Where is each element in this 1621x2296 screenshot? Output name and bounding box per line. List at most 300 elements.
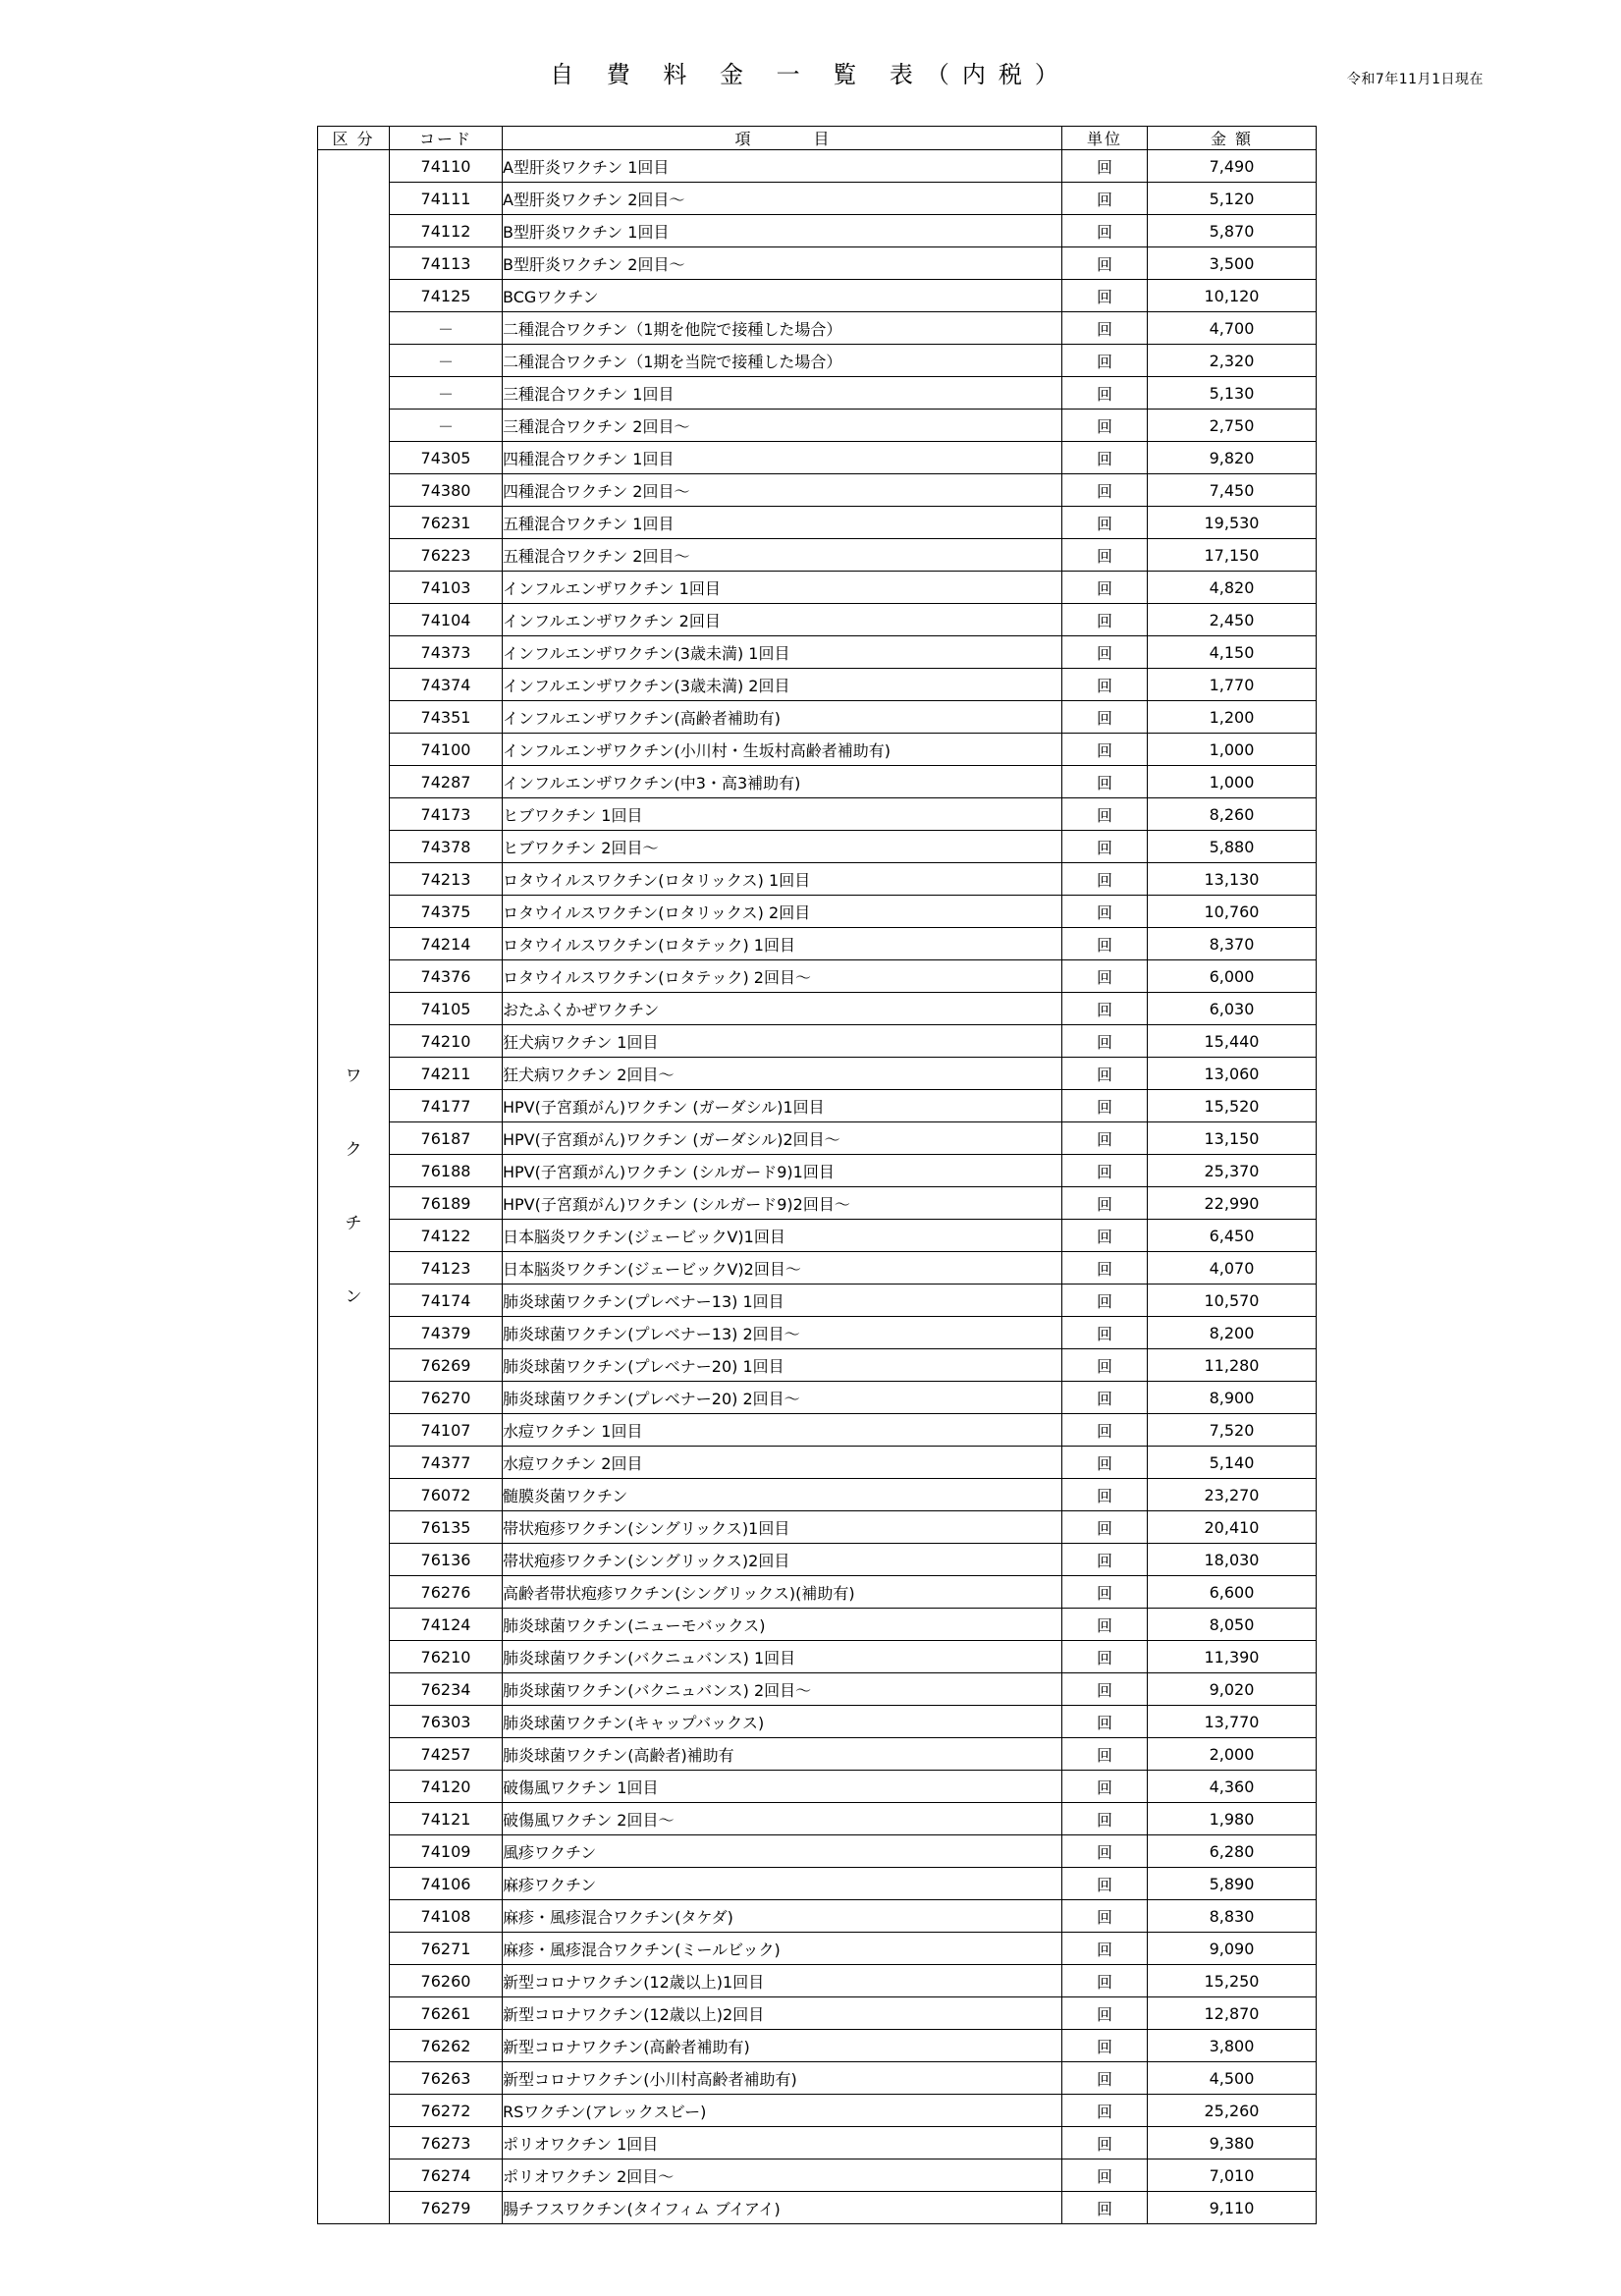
item-name-cell: A型肝炎ワクチン 2回目～ bbox=[503, 183, 1062, 215]
table-row bbox=[318, 1576, 1317, 1609]
item-name-cell: 肺炎球菌ワクチン(高齢者)補助有 bbox=[503, 1738, 1062, 1771]
table-row bbox=[318, 1933, 1317, 1965]
amount-cell: 25,260 bbox=[1148, 2095, 1317, 2127]
item-name-cell: 水痘ワクチン 2回目 bbox=[503, 1447, 1062, 1479]
code-cell: 76135 bbox=[390, 1511, 503, 1544]
item-name-cell: おたふくかぜワクチン bbox=[503, 993, 1062, 1025]
unit-cell: 回 bbox=[1062, 183, 1148, 215]
item-name-cell: 三種混合ワクチン 2回目～ bbox=[503, 410, 1062, 442]
code-cell: 74210 bbox=[390, 1025, 503, 1058]
table-row bbox=[318, 507, 1317, 539]
table-row bbox=[318, 1479, 1317, 1511]
code-cell: 74377 bbox=[390, 1447, 503, 1479]
table-row bbox=[318, 993, 1317, 1025]
unit-cell: 回 bbox=[1062, 474, 1148, 507]
table-row bbox=[318, 1090, 1317, 1122]
table-row bbox=[318, 377, 1317, 410]
unit-cell: 回 bbox=[1062, 2030, 1148, 2062]
table-row bbox=[318, 183, 1317, 215]
amount-cell: 4,820 bbox=[1148, 572, 1317, 604]
code-cell: 74375 bbox=[390, 896, 503, 928]
code-cell: 76303 bbox=[390, 1706, 503, 1738]
amount-cell: 2,000 bbox=[1148, 1738, 1317, 1771]
table-row bbox=[318, 539, 1317, 572]
code-cell: 76234 bbox=[390, 1673, 503, 1706]
table-row bbox=[318, 669, 1317, 701]
item-name-cell: 肺炎球菌ワクチン(キャップバックス) bbox=[503, 1706, 1062, 1738]
amount-cell: 4,700 bbox=[1148, 312, 1317, 345]
code-cell: － bbox=[390, 410, 503, 442]
amount-cell: 13,770 bbox=[1148, 1706, 1317, 1738]
amount-cell: 10,760 bbox=[1148, 896, 1317, 928]
unit-cell: 回 bbox=[1062, 993, 1148, 1025]
item-name-cell: 日本脳炎ワクチン(ジェービックV)2回目～ bbox=[503, 1252, 1062, 1285]
table-header-row bbox=[318, 127, 1317, 150]
amount-cell: 18,030 bbox=[1148, 1544, 1317, 1576]
table-row bbox=[318, 1673, 1317, 1706]
unit-cell: 回 bbox=[1062, 798, 1148, 831]
amount-cell: 8,200 bbox=[1148, 1317, 1317, 1349]
table-row bbox=[318, 1706, 1317, 1738]
table-row bbox=[318, 798, 1317, 831]
amount-cell: 6,000 bbox=[1148, 960, 1317, 993]
unit-cell: 回 bbox=[1062, 734, 1148, 766]
item-name-cell: ロタウイルスワクチン(ロタテック) 1回目 bbox=[503, 928, 1062, 960]
table-row bbox=[318, 1220, 1317, 1252]
amount-cell: 1,200 bbox=[1148, 701, 1317, 734]
unit-cell: 回 bbox=[1062, 1997, 1148, 2030]
unit-cell: 回 bbox=[1062, 539, 1148, 572]
unit-cell: 回 bbox=[1062, 1349, 1148, 1382]
amount-cell: 19,530 bbox=[1148, 507, 1317, 539]
code-cell: 76223 bbox=[390, 539, 503, 572]
item-name-cell: B型肝炎ワクチン 2回目～ bbox=[503, 247, 1062, 280]
code-cell: 76262 bbox=[390, 2030, 503, 2062]
code-cell: 76189 bbox=[390, 1187, 503, 1220]
code-cell: 76263 bbox=[390, 2062, 503, 2095]
unit-cell: 回 bbox=[1062, 1414, 1148, 1447]
code-cell: 74174 bbox=[390, 1285, 503, 1317]
unit-cell: 回 bbox=[1062, 928, 1148, 960]
unit-cell: 回 bbox=[1062, 2159, 1148, 2192]
amount-cell: 4,070 bbox=[1148, 1252, 1317, 1285]
item-name-cell: 肺炎球菌ワクチン(プレベナー13) 1回目 bbox=[503, 1285, 1062, 1317]
amount-cell: 1,000 bbox=[1148, 734, 1317, 766]
item-name-cell: 新型コロナワクチン(12歳以上)1回目 bbox=[503, 1965, 1062, 1997]
code-cell: － bbox=[390, 377, 503, 410]
table-row bbox=[318, 247, 1317, 280]
table-row bbox=[318, 1187, 1317, 1220]
code-cell: 76187 bbox=[390, 1122, 503, 1155]
unit-cell: 回 bbox=[1062, 345, 1148, 377]
item-name-cell: ヒブワクチン 2回目～ bbox=[503, 831, 1062, 863]
amount-cell: 1,000 bbox=[1148, 766, 1317, 798]
unit-cell: 回 bbox=[1062, 1090, 1148, 1122]
unit-cell: 回 bbox=[1062, 1447, 1148, 1479]
unit-cell: 回 bbox=[1062, 1868, 1148, 1900]
unit-cell: 回 bbox=[1062, 636, 1148, 669]
table-row bbox=[318, 831, 1317, 863]
table-row bbox=[318, 1252, 1317, 1285]
amount-cell: 6,030 bbox=[1148, 993, 1317, 1025]
code-cell: 74287 bbox=[390, 766, 503, 798]
table-row bbox=[318, 1900, 1317, 1933]
amount-cell: 10,120 bbox=[1148, 280, 1317, 312]
item-name-cell: ポリオワクチン 1回目 bbox=[503, 2127, 1062, 2159]
item-name-cell: HPV(子宮頚がん)ワクチン (シルガード9)1回目 bbox=[503, 1155, 1062, 1187]
amount-cell: 2,320 bbox=[1148, 345, 1317, 377]
unit-cell: 回 bbox=[1062, 1544, 1148, 1576]
amount-cell: 20,410 bbox=[1148, 1511, 1317, 1544]
table-row bbox=[318, 1349, 1317, 1382]
amount-cell: 1,770 bbox=[1148, 669, 1317, 701]
code-cell: 76260 bbox=[390, 1965, 503, 1997]
amount-cell: 22,990 bbox=[1148, 1187, 1317, 1220]
code-cell: 74107 bbox=[390, 1414, 503, 1447]
item-name-cell: インフルエンザワクチン(小川村・生坂村高齢者補助有) bbox=[503, 734, 1062, 766]
code-cell: 76269 bbox=[390, 1349, 503, 1382]
table-row bbox=[318, 1641, 1317, 1673]
table-row bbox=[318, 636, 1317, 669]
item-name-cell: 狂犬病ワクチン 2回目～ bbox=[503, 1058, 1062, 1090]
code-cell: 74177 bbox=[390, 1090, 503, 1122]
category-char: チ bbox=[345, 1213, 362, 1233]
item-name-cell: ロタウイルスワクチン(ロタテック) 2回目～ bbox=[503, 960, 1062, 993]
unit-cell: 回 bbox=[1062, 2062, 1148, 2095]
unit-cell: 回 bbox=[1062, 1025, 1148, 1058]
code-cell: 76072 bbox=[390, 1479, 503, 1511]
amount-cell: 3,800 bbox=[1148, 2030, 1317, 2062]
table-row bbox=[318, 2127, 1317, 2159]
amount-cell: 7,490 bbox=[1148, 150, 1317, 183]
table-row bbox=[318, 1155, 1317, 1187]
item-name-cell: インフルエンザワクチン 2回目 bbox=[503, 604, 1062, 636]
page-title: 自 費 料 金 一 覧 表（内税） bbox=[550, 61, 1071, 88]
unit-cell: 回 bbox=[1062, 896, 1148, 928]
amount-cell: 8,050 bbox=[1148, 1609, 1317, 1641]
table-row bbox=[318, 2159, 1317, 2192]
item-name-cell: 新型コロナワクチン(高齢者補助有) bbox=[503, 2030, 1062, 2062]
amount-cell: 2,750 bbox=[1148, 410, 1317, 442]
amount-cell: 5,890 bbox=[1148, 1868, 1317, 1900]
amount-cell: 11,280 bbox=[1148, 1349, 1317, 1382]
header-unit: 単位 bbox=[1062, 127, 1148, 150]
code-cell: 76271 bbox=[390, 1933, 503, 1965]
amount-cell: 15,250 bbox=[1148, 1965, 1317, 1997]
code-cell: 74374 bbox=[390, 669, 503, 701]
unit-cell: 回 bbox=[1062, 1382, 1148, 1414]
item-name-cell: 肺炎球菌ワクチン(プレベナー20) 2回目～ bbox=[503, 1382, 1062, 1414]
item-name-cell: 水痘ワクチン 1回目 bbox=[503, 1414, 1062, 1447]
table-row bbox=[318, 1609, 1317, 1641]
table-row bbox=[318, 896, 1317, 928]
item-name-cell: A型肝炎ワクチン 1回目 bbox=[503, 150, 1062, 183]
table-row bbox=[318, 1025, 1317, 1058]
code-cell: 76279 bbox=[390, 2192, 503, 2224]
code-cell: 74105 bbox=[390, 993, 503, 1025]
unit-cell: 回 bbox=[1062, 442, 1148, 474]
code-cell: 74173 bbox=[390, 798, 503, 831]
table-row bbox=[318, 442, 1317, 474]
table-row bbox=[318, 572, 1317, 604]
item-name-cell: 日本脳炎ワクチン(ジェービックV)1回目 bbox=[503, 1220, 1062, 1252]
code-cell: 74113 bbox=[390, 247, 503, 280]
item-name-cell: 二種混合ワクチン（1期を他院で接種した場合） bbox=[503, 312, 1062, 345]
code-cell: 74111 bbox=[390, 183, 503, 215]
category-char: ワ bbox=[345, 1066, 362, 1086]
item-name-cell: インフルエンザワクチン(3歳未満) 2回目 bbox=[503, 669, 1062, 701]
code-cell: 76270 bbox=[390, 1382, 503, 1414]
amount-cell: 7,450 bbox=[1148, 474, 1317, 507]
code-cell: 76274 bbox=[390, 2159, 503, 2192]
as-of-date: 令和7年11月1日現在 bbox=[1346, 72, 1484, 87]
unit-cell: 回 bbox=[1062, 280, 1148, 312]
table-row bbox=[318, 1382, 1317, 1414]
code-cell: 74110 bbox=[390, 150, 503, 183]
item-name-cell: 風疹ワクチン bbox=[503, 1835, 1062, 1868]
unit-cell: 回 bbox=[1062, 1122, 1148, 1155]
category-char: ク bbox=[345, 1139, 362, 1160]
amount-cell: 9,380 bbox=[1148, 2127, 1317, 2159]
unit-cell: 回 bbox=[1062, 247, 1148, 280]
amount-cell: 8,370 bbox=[1148, 928, 1317, 960]
table-row bbox=[318, 734, 1317, 766]
amount-cell: 25,370 bbox=[1148, 1155, 1317, 1187]
amount-cell: 4,360 bbox=[1148, 1771, 1317, 1803]
amount-cell: 1,980 bbox=[1148, 1803, 1317, 1835]
code-cell: 76231 bbox=[390, 507, 503, 539]
header-amount: 金 額 bbox=[1148, 127, 1317, 150]
item-name-cell: ロタウイルスワクチン(ロタリックス) 2回目 bbox=[503, 896, 1062, 928]
item-name-cell: ヒブワクチン 1回目 bbox=[503, 798, 1062, 831]
amount-cell: 8,900 bbox=[1148, 1382, 1317, 1414]
amount-cell: 2,450 bbox=[1148, 604, 1317, 636]
table-row bbox=[318, 1414, 1317, 1447]
header-item: 項 目 bbox=[503, 127, 1062, 150]
item-name-cell: HPV(子宮頚がん)ワクチン (ガーダシル)1回目 bbox=[503, 1090, 1062, 1122]
item-name-cell: 腸チフスワクチン(タイフィム ブイアイ) bbox=[503, 2192, 1062, 2224]
code-cell: 74373 bbox=[390, 636, 503, 669]
amount-cell: 6,600 bbox=[1148, 1576, 1317, 1609]
amount-cell: 6,450 bbox=[1148, 1220, 1317, 1252]
amount-cell: 9,110 bbox=[1148, 2192, 1317, 2224]
unit-cell: 回 bbox=[1062, 1738, 1148, 1771]
header-category: 区 分 bbox=[318, 127, 390, 150]
item-name-cell: インフルエンザワクチン 1回目 bbox=[503, 572, 1062, 604]
code-cell: 74125 bbox=[390, 280, 503, 312]
code-cell: 74124 bbox=[390, 1609, 503, 1641]
unit-cell: 回 bbox=[1062, 572, 1148, 604]
unit-cell: 回 bbox=[1062, 1673, 1148, 1706]
item-name-cell: RSワクチン(アレックスビー) bbox=[503, 2095, 1062, 2127]
code-cell: － bbox=[390, 312, 503, 345]
category-char: ン bbox=[345, 1286, 362, 1307]
item-name-cell: 肺炎球菌ワクチン(プレベナー13) 2回目～ bbox=[503, 1317, 1062, 1349]
code-cell: 76210 bbox=[390, 1641, 503, 1673]
amount-cell: 15,440 bbox=[1148, 1025, 1317, 1058]
item-name-cell: インフルエンザワクチン(3歳未満) 1回目 bbox=[503, 636, 1062, 669]
unit-cell: 回 bbox=[1062, 507, 1148, 539]
unit-cell: 回 bbox=[1062, 1220, 1148, 1252]
code-cell: 74121 bbox=[390, 1803, 503, 1835]
code-cell: 74100 bbox=[390, 734, 503, 766]
item-name-cell: 髄膜炎菌ワクチン bbox=[503, 1479, 1062, 1511]
item-name-cell: 肺炎球菌ワクチン(バクニュバンス) 1回目 bbox=[503, 1641, 1062, 1673]
code-cell: 74378 bbox=[390, 831, 503, 863]
table-row bbox=[318, 1285, 1317, 1317]
unit-cell: 回 bbox=[1062, 1479, 1148, 1511]
code-cell: 74109 bbox=[390, 1835, 503, 1868]
item-name-cell: 四種混合ワクチン 1回目 bbox=[503, 442, 1062, 474]
table-row bbox=[318, 1544, 1317, 1576]
table-row bbox=[318, 766, 1317, 798]
code-cell: 74108 bbox=[390, 1900, 503, 1933]
table-row bbox=[318, 928, 1317, 960]
item-name-cell: インフルエンザワクチン(高齢者補助有) bbox=[503, 701, 1062, 734]
code-cell: 74211 bbox=[390, 1058, 503, 1090]
item-name-cell: 高齢者帯状疱疹ワクチン(シングリックス)(補助有) bbox=[503, 1576, 1062, 1609]
code-cell: 76273 bbox=[390, 2127, 503, 2159]
table-row bbox=[318, 604, 1317, 636]
amount-cell: 4,500 bbox=[1148, 2062, 1317, 2095]
table-row bbox=[318, 410, 1317, 442]
code-cell: 74103 bbox=[390, 572, 503, 604]
item-name-cell: 新型コロナワクチン(小川村高齢者補助有) bbox=[503, 2062, 1062, 2095]
code-cell: 74305 bbox=[390, 442, 503, 474]
item-name-cell: 麻疹ワクチン bbox=[503, 1868, 1062, 1900]
header-code: コード bbox=[390, 127, 503, 150]
unit-cell: 回 bbox=[1062, 604, 1148, 636]
table-row bbox=[318, 345, 1317, 377]
category-cell bbox=[318, 150, 390, 2224]
code-cell: 74120 bbox=[390, 1771, 503, 1803]
table-row bbox=[318, 312, 1317, 345]
unit-cell: 回 bbox=[1062, 1285, 1148, 1317]
unit-cell: 回 bbox=[1062, 2127, 1148, 2159]
item-name-cell: 肺炎球菌ワクチン(プレベナー20) 1回目 bbox=[503, 1349, 1062, 1382]
item-name-cell: 肺炎球菌ワクチン(バクニュバンス) 2回目～ bbox=[503, 1673, 1062, 1706]
code-cell: 74112 bbox=[390, 215, 503, 247]
amount-cell: 12,870 bbox=[1148, 1997, 1317, 2030]
table-row bbox=[318, 2095, 1317, 2127]
item-name-cell: ロタウイルスワクチン(ロタリックス) 1回目 bbox=[503, 863, 1062, 896]
unit-cell: 回 bbox=[1062, 1252, 1148, 1285]
amount-cell: 3,500 bbox=[1148, 247, 1317, 280]
table-row bbox=[318, 701, 1317, 734]
item-name-cell: 麻疹・風疹混合ワクチン(ミールビック) bbox=[503, 1933, 1062, 1965]
item-name-cell: 帯状疱疹ワクチン(シングリックス)2回目 bbox=[503, 1544, 1062, 1576]
amount-cell: 9,820 bbox=[1148, 442, 1317, 474]
item-name-cell: 二種混合ワクチン（1期を当院で接種した場合） bbox=[503, 345, 1062, 377]
table-row bbox=[318, 1835, 1317, 1868]
unit-cell: 回 bbox=[1062, 960, 1148, 993]
table-row bbox=[318, 2062, 1317, 2095]
amount-cell: 5,140 bbox=[1148, 1447, 1317, 1479]
unit-cell: 回 bbox=[1062, 863, 1148, 896]
amount-cell: 8,260 bbox=[1148, 798, 1317, 831]
item-name-cell: 破傷風ワクチン 1回目 bbox=[503, 1771, 1062, 1803]
unit-cell: 回 bbox=[1062, 1187, 1148, 1220]
amount-cell: 9,090 bbox=[1148, 1933, 1317, 1965]
unit-cell: 回 bbox=[1062, 766, 1148, 798]
unit-cell: 回 bbox=[1062, 701, 1148, 734]
item-name-cell: 帯状疱疹ワクチン(シングリックス)1回目 bbox=[503, 1511, 1062, 1544]
amount-cell: 9,020 bbox=[1148, 1673, 1317, 1706]
unit-cell: 回 bbox=[1062, 410, 1148, 442]
category-label bbox=[346, 1040, 362, 1335]
code-cell: 76188 bbox=[390, 1155, 503, 1187]
amount-cell: 8,830 bbox=[1148, 1900, 1317, 1933]
amount-cell: 15,520 bbox=[1148, 1090, 1317, 1122]
unit-cell: 回 bbox=[1062, 1900, 1148, 1933]
amount-cell: 6,280 bbox=[1148, 1835, 1317, 1868]
unit-cell: 回 bbox=[1062, 1641, 1148, 1673]
table-row bbox=[318, 1058, 1317, 1090]
code-cell: 74214 bbox=[390, 928, 503, 960]
amount-cell: 4,150 bbox=[1148, 636, 1317, 669]
unit-cell: 回 bbox=[1062, 1706, 1148, 1738]
item-name-cell: HPV(子宮頚がん)ワクチン (シルガード9)2回目～ bbox=[503, 1187, 1062, 1220]
item-name-cell: 三種混合ワクチン 1回目 bbox=[503, 377, 1062, 410]
table-row bbox=[318, 1447, 1317, 1479]
unit-cell: 回 bbox=[1062, 1155, 1148, 1187]
code-cell: － bbox=[390, 345, 503, 377]
item-name-cell: 麻疹・風疹混合ワクチン(タケダ) bbox=[503, 1900, 1062, 1933]
fee-table bbox=[317, 126, 1317, 2224]
unit-cell: 回 bbox=[1062, 1317, 1148, 1349]
amount-cell: 5,880 bbox=[1148, 831, 1317, 863]
code-cell: 74122 bbox=[390, 1220, 503, 1252]
item-name-cell: 狂犬病ワクチン 1回目 bbox=[503, 1025, 1062, 1058]
amount-cell: 7,010 bbox=[1148, 2159, 1317, 2192]
amount-cell: 17,150 bbox=[1148, 539, 1317, 572]
code-cell: 74106 bbox=[390, 1868, 503, 1900]
unit-cell: 回 bbox=[1062, 1576, 1148, 1609]
amount-cell: 13,150 bbox=[1148, 1122, 1317, 1155]
item-name-cell: B型肝炎ワクチン 1回目 bbox=[503, 215, 1062, 247]
table-row bbox=[318, 1803, 1317, 1835]
table-body bbox=[318, 150, 1317, 2224]
table-row bbox=[318, 960, 1317, 993]
unit-cell: 回 bbox=[1062, 1609, 1148, 1641]
amount-cell: 13,060 bbox=[1148, 1058, 1317, 1090]
unit-cell: 回 bbox=[1062, 377, 1148, 410]
unit-cell: 回 bbox=[1062, 1058, 1148, 1090]
table-row bbox=[318, 474, 1317, 507]
table-row bbox=[318, 1122, 1317, 1155]
table-row bbox=[318, 280, 1317, 312]
amount-cell: 23,270 bbox=[1148, 1479, 1317, 1511]
unit-cell: 回 bbox=[1062, 1933, 1148, 1965]
table-row bbox=[318, 2192, 1317, 2224]
table-row bbox=[318, 1317, 1317, 1349]
code-cell: 74376 bbox=[390, 960, 503, 993]
code-cell: 76276 bbox=[390, 1576, 503, 1609]
unit-cell: 回 bbox=[1062, 1771, 1148, 1803]
item-name-cell: 五種混合ワクチン 2回目～ bbox=[503, 539, 1062, 572]
amount-cell: 5,120 bbox=[1148, 183, 1317, 215]
item-name-cell: 破傷風ワクチン 2回目～ bbox=[503, 1803, 1062, 1835]
unit-cell: 回 bbox=[1062, 831, 1148, 863]
code-cell: 74257 bbox=[390, 1738, 503, 1771]
amount-cell: 7,520 bbox=[1148, 1414, 1317, 1447]
unit-cell: 回 bbox=[1062, 669, 1148, 701]
unit-cell: 回 bbox=[1062, 215, 1148, 247]
table-row bbox=[318, 1997, 1317, 2030]
table-row bbox=[318, 2030, 1317, 2062]
item-name-cell: 肺炎球菌ワクチン(ニューモバックス) bbox=[503, 1609, 1062, 1641]
item-name-cell: ポリオワクチン 2回目～ bbox=[503, 2159, 1062, 2192]
